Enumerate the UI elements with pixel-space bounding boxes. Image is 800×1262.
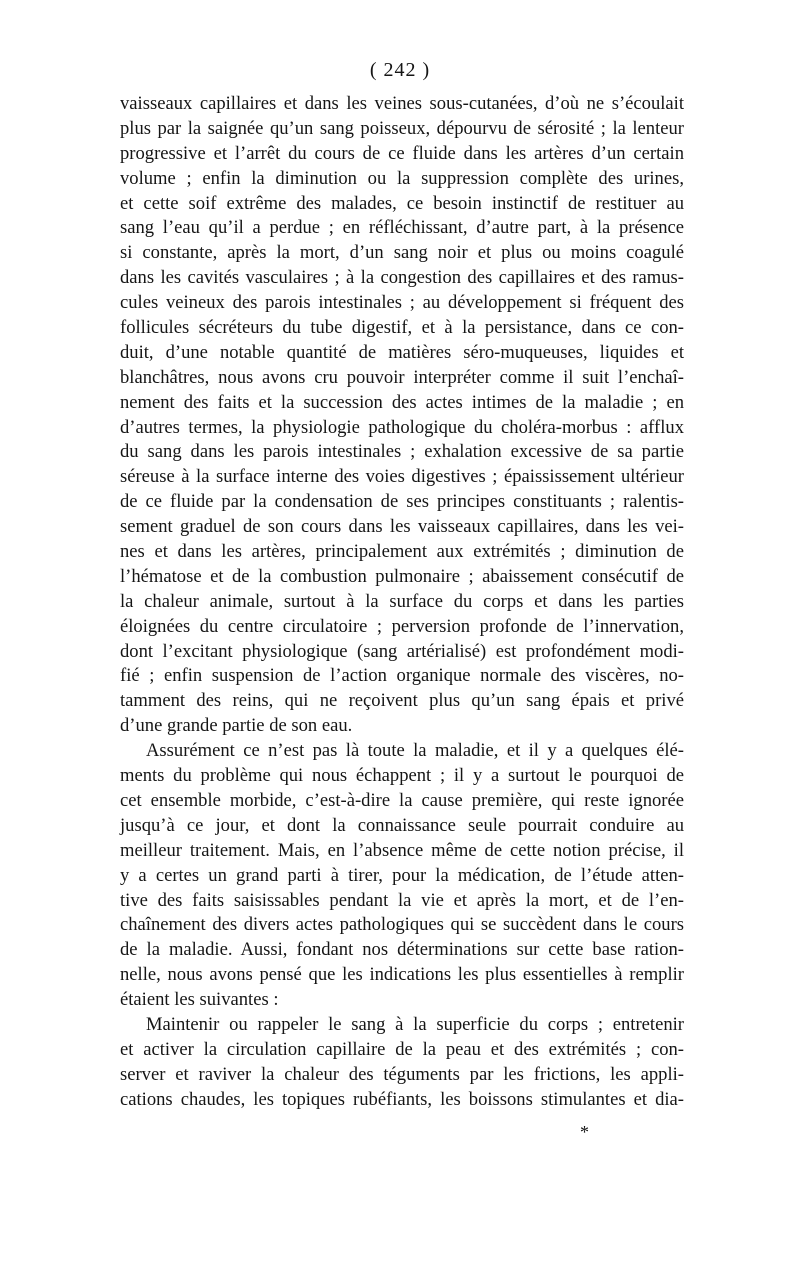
text-line: et activer la circulation capillaire de la peau et des extrémités ; con- [120,1038,684,1060]
text-line: server et raviver la chaleur des téguments par les frictions, les appli- [120,1063,684,1085]
text-line: la chaleur animale, surtout à la surface du corps et dans les parties [120,590,684,612]
text-line: sement graduel de son cours dans les vaisseaux capillaires, dans les vei- [120,516,684,538]
text-line: du sang dans les parois intestinales ; exhalation excessive de sa partie [120,441,684,463]
text-line: tamment des reins, qui ne reçoivent plus qu’un sang épais et privé [120,690,684,712]
text-line: vaisseaux capillaires et dans les veines sous-cutanées, d’où ne s’écoulait [120,93,684,114]
text-line: si constante, après la mort, d’un sang noir et plus ou moins coagulé [120,242,684,264]
text-line: cules veineux des parois intestinales ; au développement si fréquent des [120,292,684,314]
text-line: follicules sécréteurs du tube digestif, et à la persistance, dans ce con- [120,317,684,339]
text-line: sang l’eau qu’il a perdue ; en réfléchissant, d’autre part, à la présence [120,217,684,239]
text-line: tive des faits saisissables pendant la vie et après la mort, et de l’en- [120,889,684,911]
text-line: blanchâtres, nous avons cru pouvoir interpréter comme il suit l’enchaî- [120,366,684,388]
signature-mark: * [580,1122,589,1142]
text-line: chaînement des divers actes pathologiques qui se succèdent dans le cours [120,914,684,936]
text-line: dont l’excitant physiologique (sang artérialisé) est profondément modi- [120,640,684,662]
page-number: ( 242 ) [369,59,431,81]
text-line: d’autres termes, la physiologie pathologique du choléra-morbus : afflux [120,416,684,438]
text-line: séreuse à la surface interne des voies digestives ; épaississement ultérieur [120,466,684,488]
text-line: Assurément ce n’est pas là toute la maladie, et il y a quelques élé- [146,740,684,762]
text-line: nes et dans les artères, principalement aux extrémités ; diminution de [120,541,684,563]
text-line: jusqu’à ce jour, et dont la connaissance seule pourrait conduire au [120,814,684,836]
text-line: éloignées du centre circulatoire ; perversion profonde de l’innervation, [120,615,684,637]
text-line: plus par la saignée qu’un sang poisseux, dépourvu de sérosité ; la lenteur [120,117,684,139]
text-line: volume ; enfin la diminution ou la suppression complète des urines, [120,167,684,189]
text-line: de ce fluide par la condensation de ses principes constituants ; ralentis- [120,491,684,513]
text-line: nement des faits et la succession des actes intimes de la maladie ; en [120,391,684,413]
text-line: de la maladie. Aussi, fondant nos déterminations sur cette base ration- [120,939,684,961]
text-line: progressive et l’arrêt du cours de ce fluide dans les artères d’un certain [120,142,684,164]
text-line: meilleur traitement. Mais, en l’absence même de cette notion précise, il [120,839,684,861]
text-line: étaient les suivantes : [120,989,279,1011]
text-line: nelle, nous avons pensé que les indications les plus essentielles à remplir [120,964,684,986]
text-line: l’hématose et de la combustion pulmonaire ; abaissement consécutif de [120,565,684,587]
text-line: y a certes un grand parti à tirer, pour la médication, de l’étude atten- [120,864,684,886]
text-line: Maintenir ou rappeler le sang à la superficie du corps ; entretenir [146,1013,684,1035]
text-line: fié ; enfin suspension de l’action organique normale des viscères, no- [120,665,684,687]
text-line: d’une grande partie de son eau. [120,715,353,737]
body-text [120,92,684,1113]
text-line: et cette soif extrême des malades, ce besoin instinctif de restituer au [120,192,684,214]
text-line: dans les cavités vasculaires ; à la congestion des capillaires et des ramus- [120,267,684,289]
text-line: cations chaudes, les topiques rubéfiants, les boissons stimulantes et dia- [120,1088,684,1110]
text-line: cet ensemble morbide, c’est-à-dire la cause première, qui reste ignorée [120,789,684,811]
text-line: duit, d’une notable quantité de matières séro-muqueuses, liquides et [120,341,684,363]
text-line: ments du problème qui nous échappent ; il y a surtout le pourquoi de [120,765,684,787]
